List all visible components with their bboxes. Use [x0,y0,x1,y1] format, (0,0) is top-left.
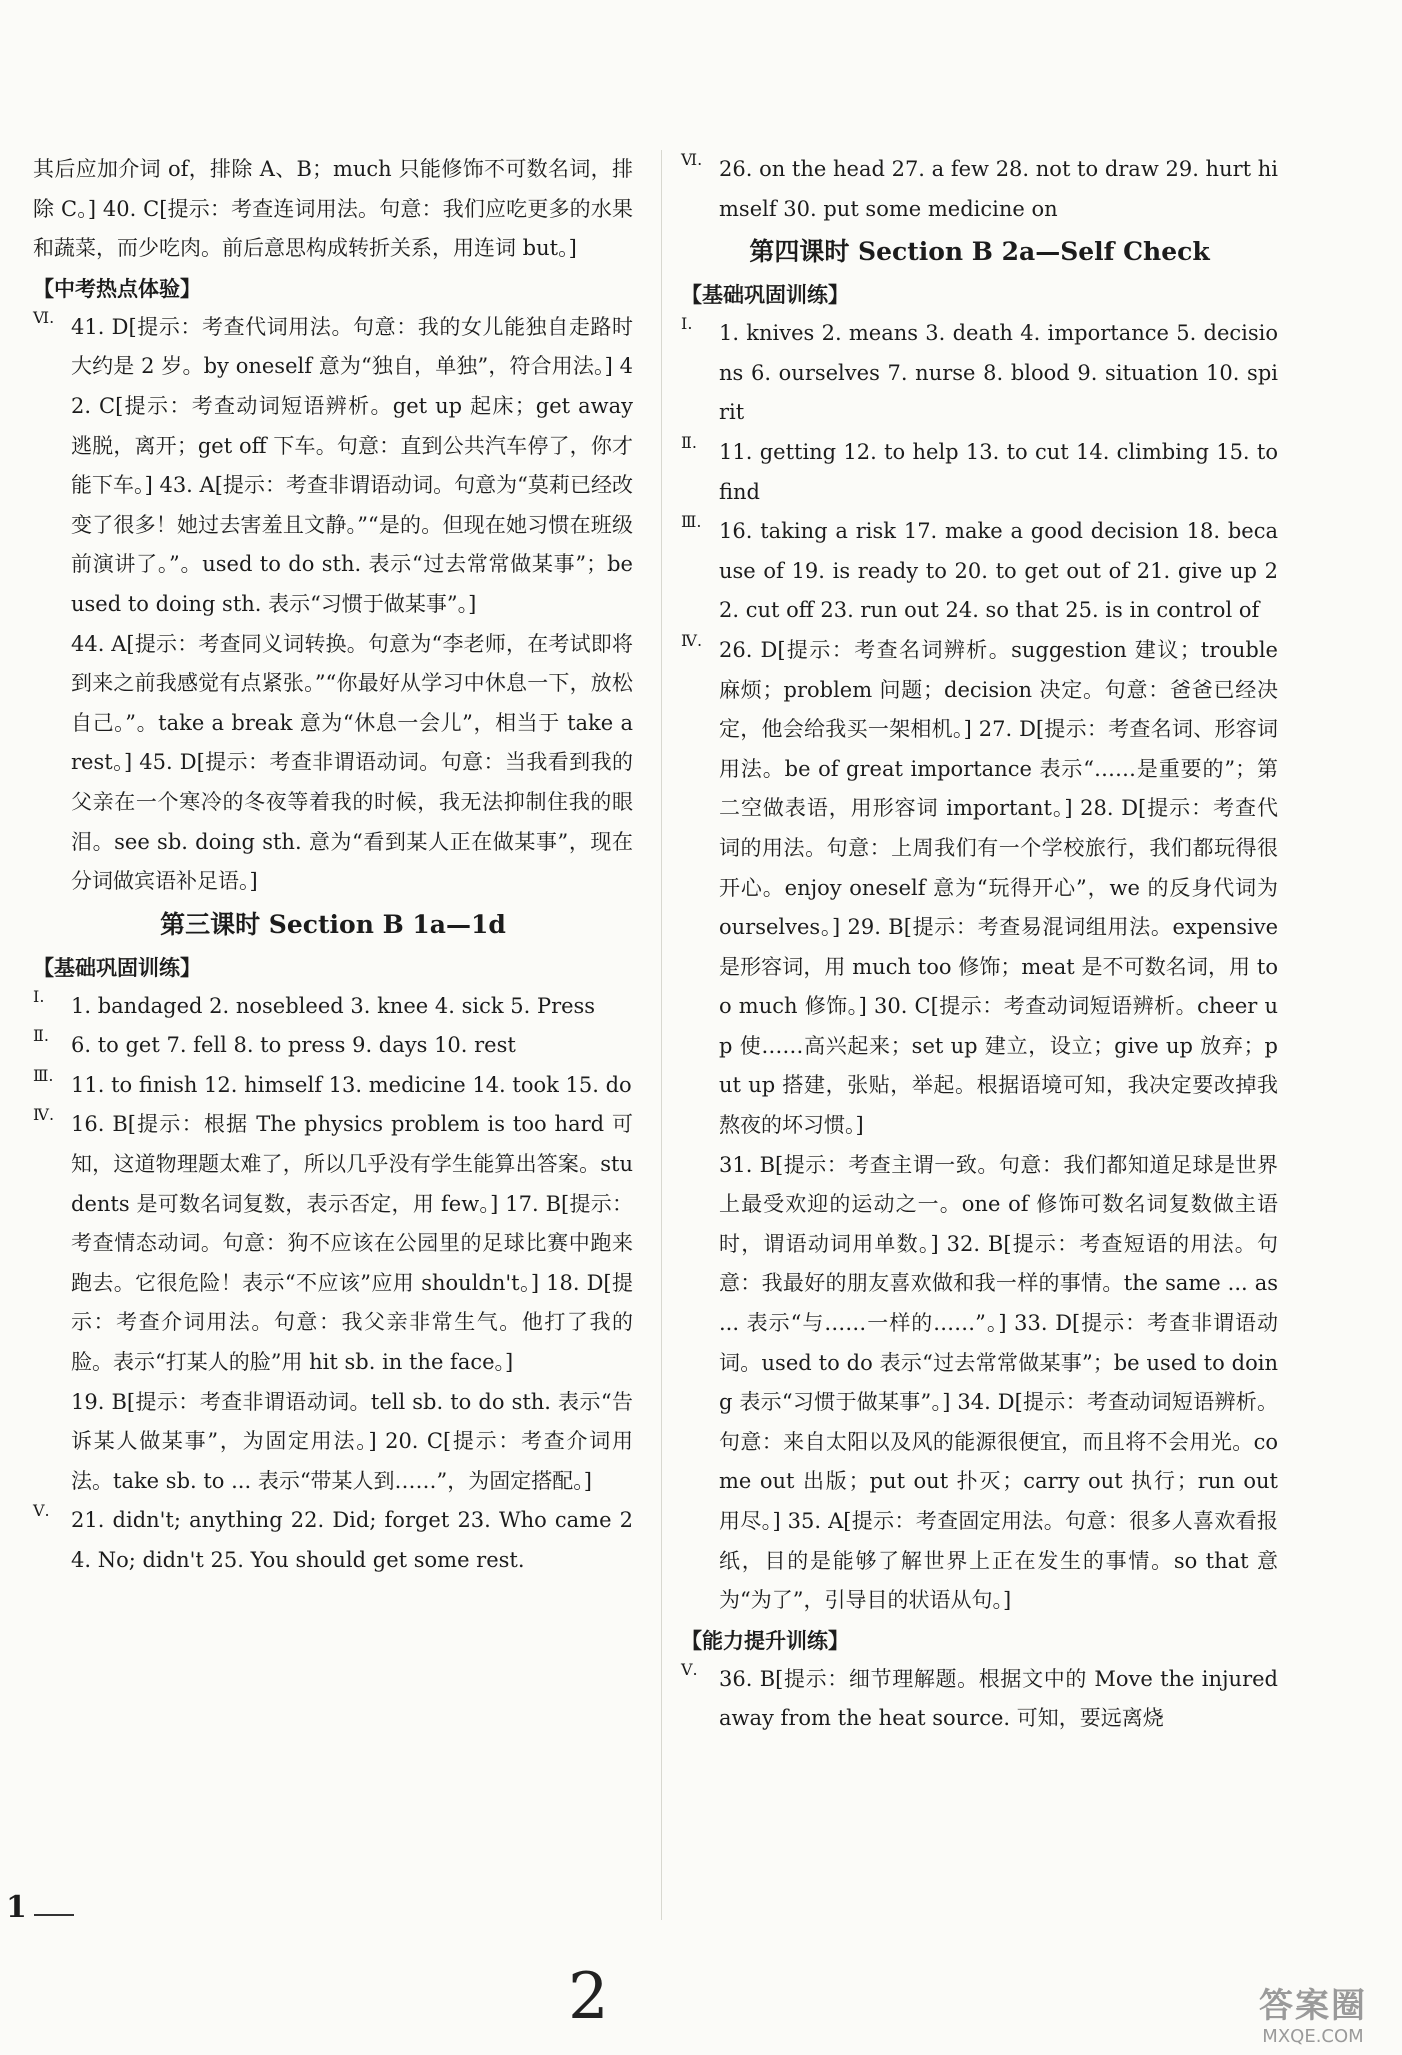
roman-numeral: Ⅰ. [33,986,45,1006]
watermark [1238,1986,1388,2047]
basic-section-title: 【基础巩固训练】 [681,282,849,308]
ability-section-title: 【能力提升训练】 [681,1627,849,1653]
answer-text: 11. getting 12. to help 13. to cut 14. climbing 15. to find [719,439,1278,504]
answer-text: 6. to get 7. fell 8. to press 9. days 10. rest [71,1033,516,1058]
right-column [681,150,1278,1739]
intro-paragraph: 其后应加介词 of，排除 A、B；much 只能修饰不可数名词，排除 C。] 40. C[提示：考查连词用法。句意：我们应吃更多的水果和蔬菜，而少吃肉。前后意思构成转折关系，用连词 but。] [33,157,633,261]
answer-text: 26. on the head 27. a few 28. not to draw 29. hurt himself 30. put some medicine on [719,157,1278,221]
roman-numeral: Ⅴ. [33,1501,50,1521]
answer-text: 44. A[提示：考查同义词转换。句意为“李老师，在考试即将到来之前我感觉有点紧张。”“你最好从学习中休息一下，放松自己。”。take a break 意为“休息一会儿”，相当于 take a rest。] 45. D[提示：考查非谓语动词。句意：当我看到我的父亲在一个寒冷的冬夜等着我的时候，我无法抑制住我的眼泪。see sb. doing sth. 意为“看到某人正在做某事”，现在分词做宾语补足语。] [71,631,633,894]
page-number: 1 [6,1890,27,1925]
section-i [33,987,633,1027]
page-number-rule [34,1914,74,1916]
section-iii [33,1066,633,1106]
section-i-right [681,314,1278,433]
watermark-logo: 答案圈 [1259,1986,1367,2026]
roman-numeral: Ⅵ. [681,150,703,169]
roman-numeral: Ⅱ. [681,432,697,452]
answer-text: 11. to finish 12. himself 13. medicine 14. took 15. do [71,1072,632,1097]
roman-numeral: Ⅲ. [33,1065,54,1085]
answer-text: 16. B[提示：根据 The physics problem is too hard 可知，这道物理题太难了，所以几乎没有学生能算出答案。students 是可数名词复数，表示否定，用 few。] 17. B[提示：考查情态动词。句意：狗不应该在公园里的足球比赛中跑来跑去。它很危险！表示“不应该”应用 shouldn't。] 18. D[提示：考查介词用法。句意：我父亲非常生气。他打了我的脸。表示“打某人的脸”用 hit sb. in the face。] [71,1112,633,1375]
answer-text: 36. B[提示：细节理解题。根据文中的 Move the injured away from the heat source. 可知，要远离烧 [719,1666,1278,1731]
roman-numeral: Ⅴ. [681,1659,698,1679]
answer-text: 16. taking a risk 17. make a good decision 18. because of 19. is ready to 20. to get out of 21. give up 22. cut off 23. run out 24. so that 25. is in control of [719,519,1278,623]
roman-numeral: Ⅳ. [33,1105,55,1125]
handwritten-mark: 2 [568,1960,609,2034]
watermark-url: MXQE.COM [1262,2026,1364,2047]
section-vi-right [681,150,1278,229]
column-divider [661,150,662,1920]
answer-text: 1. bandaged 2. nosebleed 3. knee 4. sick 5. Press [71,993,596,1018]
answer-text: 19. B[提示：考查非谓语动词。tell sb. to do sth. 表示“告诉某人做某事”，为固定用法。] 20. C[提示：考查介词用法。take sb. to ... 表示“带某人到……”，为固定搭配。] [71,1389,633,1493]
basic-section-title: 【基础巩固训练】 [33,954,201,980]
section-v [33,1501,633,1580]
section-vi [33,308,633,902]
roman-numeral: Ⅱ. [33,1026,49,1046]
answer-text: 41. D[提示：考查代词用法。句意：我的女儿能独自走路时大约是 2 岁。by oneself 意为“独自，单独”，符合用法。] 42. C[提示：考查动词短语辨析。get up 起床；get away 逃脱，离开；get off 下车。句意：直到公共汽车停了，你才能下车。] 43. A[提示：考查非谓语动词。句意为“莫莉已经改变了很多！她过去害羞且文静。”“是的。但现在她习惯在班级前演讲了。”。used to do sth. 表示“过去常常做某事”；be used to doing sth. 表示“习惯于做某事”。] [71,314,633,616]
lesson-title: 第四课时 Section B 2a—Self Check [749,237,1210,267]
roman-numeral: Ⅳ. [681,630,703,650]
roman-numeral: Ⅵ. [33,307,55,327]
section-ii-right [681,433,1278,512]
section-v-right [681,1660,1278,1739]
left-column [33,150,633,1581]
section-ii [33,1026,633,1066]
section-iii-right [681,512,1278,631]
answer-text: 1. knives 2. means 3. death 4. importance 5. decisions 6. ourselves 7. nurse 8. blood 9. situation 10. spirit [719,321,1278,425]
roman-numeral: Ⅰ. [681,314,693,334]
roman-numeral: Ⅲ. [681,512,702,532]
lesson-title: 第三课时 Section B 1a—1d [160,909,506,939]
answer-text: 21. didn't; anything 22. Did; forget 23. Who came 24. No; didn't 25. You should get some rest. [71,1508,633,1572]
section-iv [33,1105,633,1501]
hot-section-title: 【中考热点体验】 [33,275,201,301]
section-iv-right [681,631,1278,1621]
answer-text: 26. D[提示：考查名词辨析。suggestion 建议；trouble 麻烦；problem 问题；decision 决定。句意：爸爸已经决定，他会给我买一架相机。] 27. D[提示：考查名词、形容词用法。be of great importance 表示“……是重要的”；第二空做表语，用形容词 important。] 28. D[提示：考查代词的用法。句意：上周我们有一个学校旅行，我们都玩得很开心。enjoy oneself 意为“玩得开心”，we 的反身代词为 ourselves。] 29. B[提示：考查易混词组用法。expensive 是形容词，用 much too 修饰；meat 是不可数名词，用 too much 修饰。] 30. C[提示：考查动词短语辨析。cheer up 使……高兴起来；set up 建立，设立；give up 放弃；put up 搭建，张贴，举起。根据语境可知，我决定要改掉我熬夜的坏习惯。] [719,637,1278,1138]
answer-text: 31. B[提示：考查主谓一致。句意：我们都知道足球是世界上最受欢迎的运动之一。one of 修饰可数名词复数做主语时，谓语动词用单数。] 32. B[提示：考查短语的用法。句意：我最好的朋友喜欢做和我一样的事情。the same ... as ... 表示“与……一样的……”。] 33. D[提示：考查非谓语动词。used to do 表示“过去常常做某事”；be used to doing 表示“习惯于做某事”。] 34. D[提示：考查动词短语辨析。句意：来自太阳以及风的能源很便宜，而且将不会用光。come out 出版；put out 扑灭；carry out 执行；run out 用尽。] 35. A[提示：考查固定用法。句意：很多人喜欢看报纸，目的是能够了解世界上正在发生的事情。so that 意为“为了”，引导目的状语从句。] [719,1152,1278,1613]
